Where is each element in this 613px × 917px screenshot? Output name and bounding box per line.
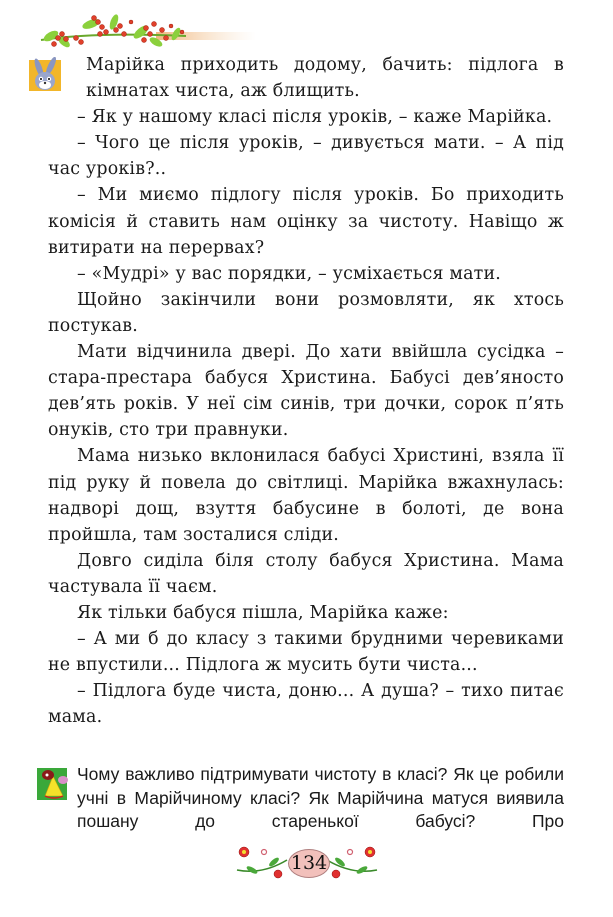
story-paragraph: Мати відчинила двері. До хати ввійшла сусідка – стара-престара бабуся Христина. Бабусі дев’яносто дев’ять років. У неї сім синів, три дочки, сорок п’ять онуків, сто три правнуки.: [48, 342, 564, 441]
story-paragraph: Як тільки бабуся пішла, Марійка каже:: [77, 602, 449, 623]
story-paragraph: – Ми миємо підлогу після уроків. Бо приходить комісія й ставить нам оцінку за чистоту. Навіщо ж витирати на перервах?: [48, 185, 564, 258]
story-paragraph: Марійка приходить додому, бачить: підлога в кімнатах чиста, аж блищить.: [86, 55, 564, 102]
questions-block: [77, 763, 564, 834]
story-paragraph: Щойно закінчили вони розмовляти, як хтось постукав.: [48, 289, 564, 336]
story-paragraph: – «Мудрі» у вас порядки, – усміхається мати.: [77, 263, 502, 284]
questions-text: Чому важливо підтримувати чистоту в класі? Як це робили учні в Марійчиному класі? Як Марійчина матуся виявила пошану до старенької бабусі? Про: [77, 764, 564, 831]
story-paragraph: – Чого це після уроків, – дивується мати. – А під час уроків?..: [48, 133, 564, 180]
owl-icon: [37, 766, 69, 800]
story-text: [48, 52, 564, 730]
berry-branch-ornament-icon: [36, 12, 256, 52]
story-paragraph: – Як у нашому класі після уроків, – каже Марійка.: [77, 107, 553, 128]
page-number: 134: [288, 849, 330, 878]
story-paragraph: Довго сиділа біля столу бабуся Христина. Мама частувала її чаєм.: [48, 550, 564, 597]
story-paragraph: Мама низько вклонилася бабусі Христині, взяла її під руку й повела до світлиці. Марійка вжахнулась: надворі дощ, взуття бабусине в болоті, де вона пройшла, там зосталися сліди.: [48, 446, 564, 545]
story-paragraph: – А ми б до класу з такими брудними черевиками не впустили... Підлога ж мусить бути чиста...: [48, 629, 564, 676]
story-paragraph: – Підлога буде чиста, доню... А душа? – тихо питає мама.: [48, 681, 564, 728]
